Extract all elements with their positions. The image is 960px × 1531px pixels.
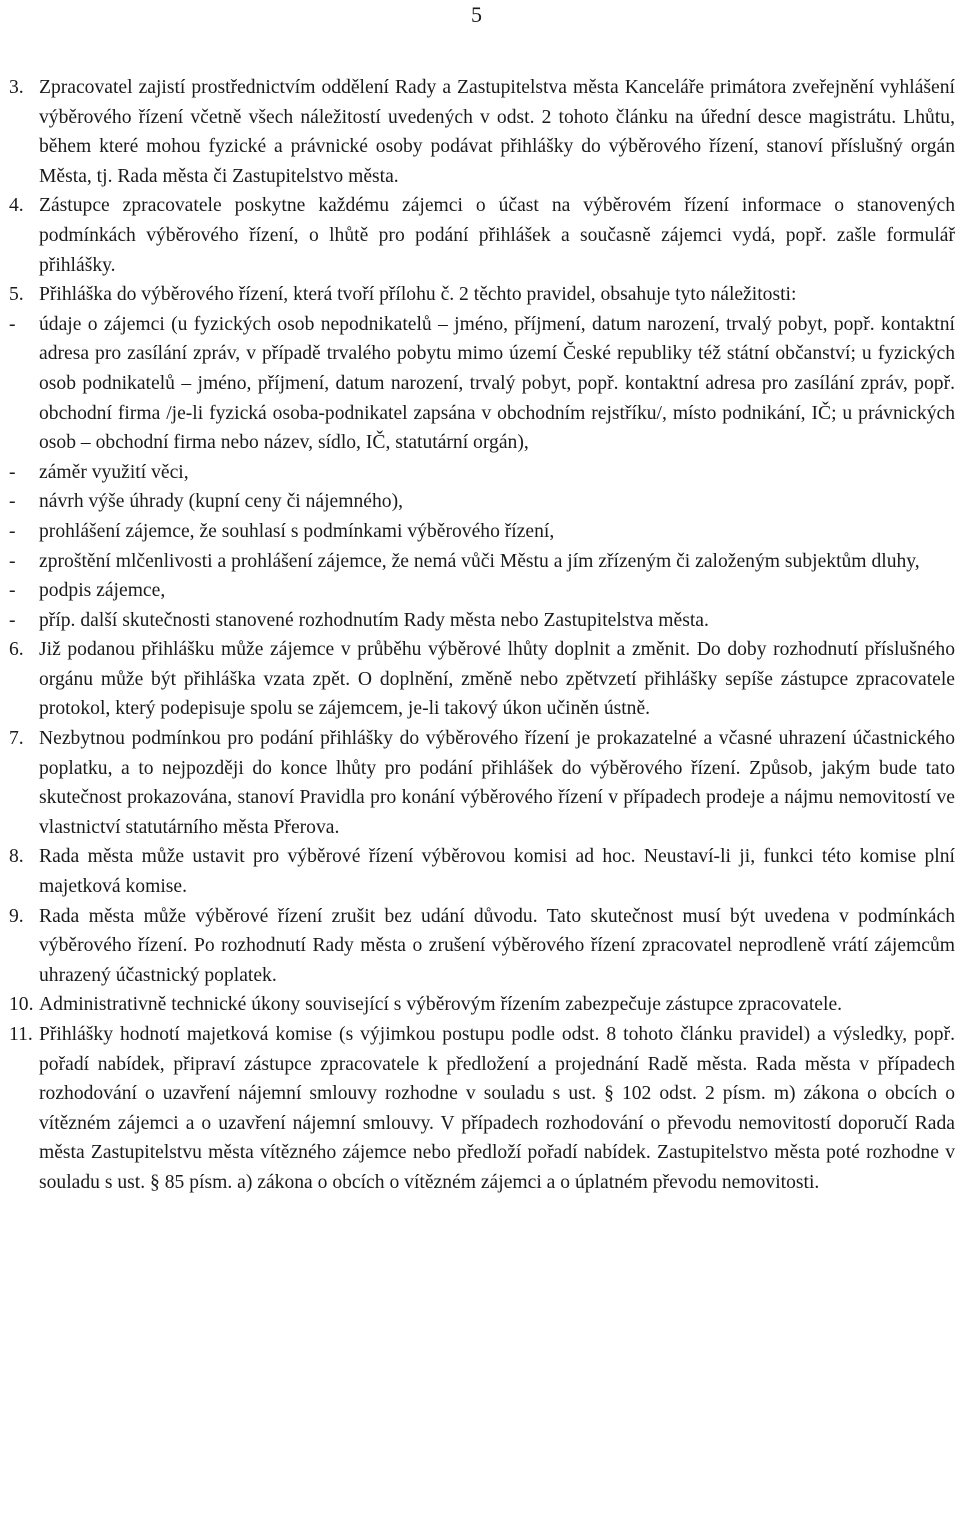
paragraph-text: Již podanou přihlášku může zájemce v průběhu výběrové lhůty doplnit a změnit. Do doby rozhodnutí příslušného orgánu může být přihláška vzata zpět. O doplnění, změně nebo zpětvzetí přihlášky sepíše zástupce zpracovatele protokol, který podepisuje spolu se zájemcem, je-li takový úkon učiněn ústně. bbox=[39, 639, 955, 720]
list-item bbox=[9, 310, 955, 458]
list-item bbox=[9, 547, 955, 577]
paragraph-text: Přihlášky hodnotí majetková komise (s výjimkou postupu podle odst. 8 tohoto článku pravidel) a výsledky, popř. pořadí nabídek, připraví zástupce zpracovatele k předložení a projednání Radě města. Rada města v případech rozhodování o uzavření nájemní smlouvy rozhodne v souladu s ust. § 102 odst. 2 písm. m) zákona o obcích o vítězném zájemci a o uzavření nájemní smlouvy. V případech rozhodování o převodu nemovitostí doporučí Rada města Zastupitelstvu města vítězného zájemce nebo předloží pořadí nabídek. Zastupitelstvo města poté rozhodne v souladu s ust. § 85 písm. a) zákona o obcích o vítězném zájemci a o úplatném převodu nemovitosti. bbox=[39, 1024, 955, 1193]
document-body bbox=[9, 73, 955, 1198]
dash-marker: - bbox=[9, 550, 16, 572]
page-number: 5 bbox=[471, 2, 482, 27]
paragraph-number: 9. bbox=[9, 905, 24, 927]
list-item-text: zproštění mlčenlivosti a prohlášení zájemce, že nemá vůči Městu a jím zřízeným či založeným subjektům dluhy, bbox=[39, 550, 920, 572]
dash-marker: - bbox=[9, 520, 16, 542]
list-item bbox=[9, 606, 955, 636]
dash-marker: - bbox=[9, 609, 16, 631]
paragraph-number: 3. bbox=[9, 77, 24, 98]
list-item-text: údaje o zájemci (u fyzických osob nepodnikatelů – jméno, příjmení, datum narození, trvalý pobyt, popř. kontaktní adresa pro zasílání zpráv, v případě trvalého pobytu mimo území České republiky též státní občanství; u fyzických osob podnikatelů – jméno, příjmení, datum narození, trvalý pobyt, popř. kontaktní adresa pro zasílání zpráv, popř. obchodní firma /je-li fyzická osoba-podnikatel zapsána v obchodním rejstříku/, místo podnikání, IČ; u právnických osob – obchodní firma nebo název, sídlo, IČ, statutární orgán), bbox=[39, 313, 955, 454]
paragraph-5 bbox=[9, 280, 955, 310]
paragraph-4 bbox=[9, 191, 955, 280]
list-item bbox=[9, 458, 955, 488]
dash-marker: - bbox=[9, 461, 16, 483]
paragraph-8 bbox=[9, 842, 955, 901]
dash-marker: - bbox=[9, 313, 16, 335]
list-item bbox=[9, 517, 955, 547]
list-item bbox=[9, 487, 955, 517]
list-item bbox=[9, 576, 955, 606]
list-item-text: návrh výše úhrady (kupní ceny či nájemného), bbox=[39, 491, 403, 513]
paragraph-number: 11. bbox=[9, 1024, 33, 1045]
paragraph-text: Rada města může výběrové řízení zrušit bez udání důvodu. Tato skutečnost musí být uvedena v podmínkách výběrového řízení. Po rozhodnutí Rady města o zrušení výběrového řízení zpracovatel neprodleně vrátí zájemcům uhrazený účastnický poplatek. bbox=[39, 905, 955, 986]
paragraph-number: 4. bbox=[9, 195, 24, 217]
dash-marker: - bbox=[9, 491, 16, 513]
paragraph-text: Přihláška do výběrového řízení, která tvoří přílohu č. 2 těchto pravidel, obsahuje tyto náležitosti: bbox=[39, 284, 797, 306]
paragraph-6 bbox=[9, 635, 955, 724]
list-item-text: příp. další skutečnosti stanovené rozhodnutím Rady města nebo Zastupitelstva města. bbox=[39, 609, 709, 631]
paragraph-number: 7. bbox=[9, 728, 24, 750]
paragraph-11 bbox=[9, 1020, 955, 1198]
dash-marker: - bbox=[9, 580, 16, 602]
paragraph-7 bbox=[9, 724, 955, 842]
paragraph-text: Zástupce zpracovatele poskytne každému zájemci o účast na výběrovém řízení informace o stanovených podmínkách výběrového řízení, o lhůtě pro podání přihlášek a současně zájemci vydá, popř. zašle formulář přihlášky. bbox=[39, 195, 955, 276]
paragraph-number: 5. bbox=[9, 284, 24, 306]
paragraph-number: 6. bbox=[9, 639, 24, 661]
paragraph-9 bbox=[9, 902, 955, 991]
paragraph-3 bbox=[9, 73, 955, 191]
list-item-text: záměr využití věci, bbox=[39, 461, 189, 483]
paragraph-text: Administrativně technické úkony související s výběrovým řízením zabezpečuje zástupce zpracovatele. bbox=[39, 994, 843, 1016]
paragraph-number: 8. bbox=[9, 846, 24, 868]
paragraph-text: Nezbytnou podmínkou pro podání přihlášky do výběrového řízení je prokazatelné a včasné uhrazení účastnického poplatku, a to nejpozději do konce lhůty pro podání přihlášek do výběrového řízení. Způsob, jakým bude tato skutečnost prokazována, stanoví Pravidla pro konání výběrového řízení v případech prodeje a nájmu nemovitostí ve vlastnictví statutárního města Přerova. bbox=[39, 728, 955, 838]
list-item-text: prohlášení zájemce, že souhlasí s podmínkami výběrového řízení, bbox=[39, 520, 555, 542]
paragraph-text: Rada města může ustavit pro výběrové řízení výběrovou komisi ad hoc. Neustaví-li ji, funkci této komise plní majetková komise. bbox=[39, 846, 955, 898]
list-item-text: podpis zájemce, bbox=[39, 580, 166, 602]
paragraph-text: Zpracovatel zajistí prostřednictvím oddělení Rady a Zastupitelstva města Kanceláře primátora zveřejnění vyhlášení výběrového řízení včetně všech náležitostí uvedených v odst. 2 tohoto článku na úřední desce magistrátu. Lhůtu, během které mohou fyzické a právnické osoby podávat přihlášky do výběrového řízení, stanoví příslušný orgán Města, tj. Rada města či Zastupitelstvo města. bbox=[39, 77, 955, 187]
paragraph-number: 10. bbox=[9, 994, 34, 1016]
paragraph-10 bbox=[9, 990, 955, 1020]
requirements-list bbox=[9, 310, 955, 636]
